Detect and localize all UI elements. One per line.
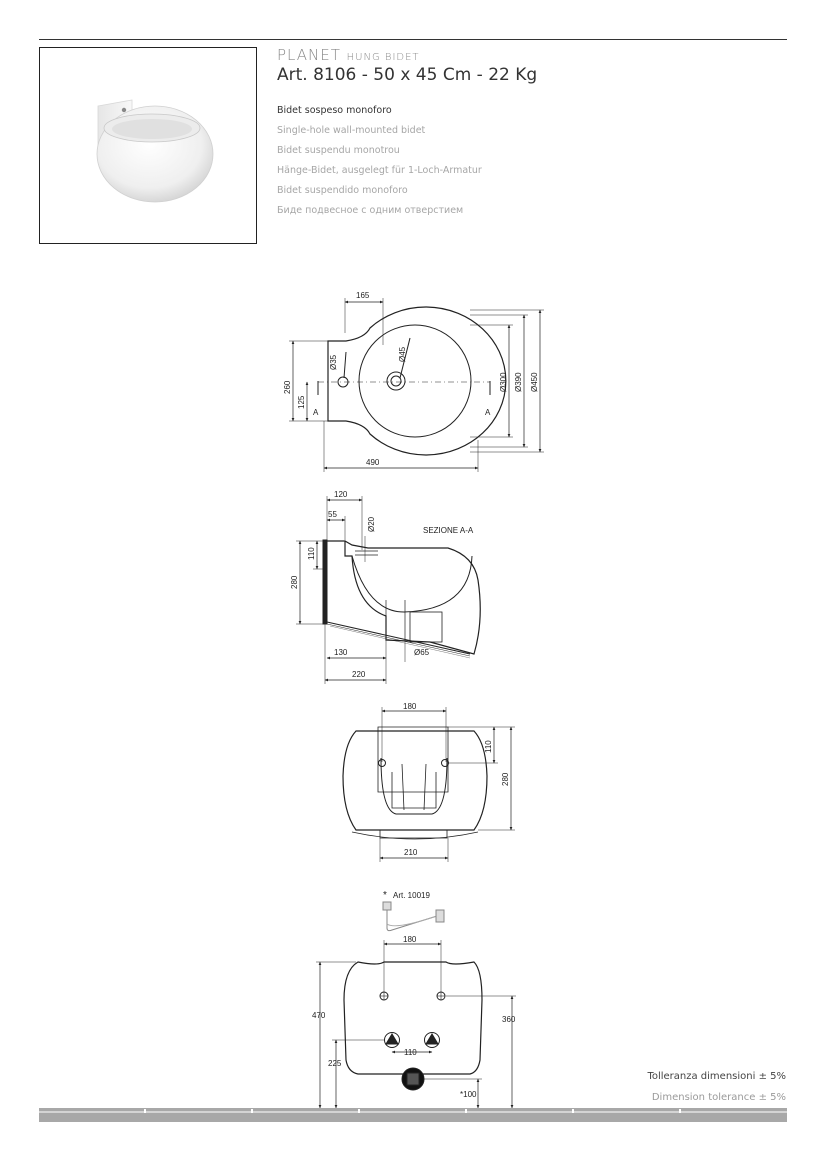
dim-d20: Ø20 bbox=[367, 516, 376, 532]
dim-130: 130 bbox=[334, 648, 348, 657]
description-en: Single-hole wall-mounted bidet bbox=[277, 125, 426, 136]
trap-accessory-icon bbox=[383, 902, 444, 931]
dim-280: 280 bbox=[290, 575, 299, 589]
description-de: Hänge-Bidet, ausgelegt für 1-Loch-Armatur bbox=[277, 165, 482, 176]
install-view-drawing bbox=[316, 902, 516, 1108]
dim-180-install: 180 bbox=[403, 935, 417, 944]
description-es: Bidet suspendido monoforo bbox=[277, 185, 408, 196]
floor-line bbox=[39, 1108, 787, 1122]
dim-110-install: 110 bbox=[404, 1048, 417, 1057]
tolerance-it: Tolleranza dimensioni ± 5% bbox=[647, 1071, 786, 1082]
dim-d300: Ø300 bbox=[499, 372, 508, 392]
dim-225: 225 bbox=[328, 1059, 342, 1068]
product-type: HUNG BIDET bbox=[346, 52, 420, 63]
dim-d35: Ø35 bbox=[329, 354, 338, 370]
dim-55: 55 bbox=[328, 510, 337, 519]
dim-d450: Ø450 bbox=[530, 372, 539, 392]
dim-d390: Ø390 bbox=[514, 372, 523, 392]
section-view-drawing bbox=[296, 496, 480, 684]
section-marker-right: A bbox=[485, 408, 491, 417]
dim-210: 210 bbox=[404, 848, 418, 857]
floor-tiles bbox=[39, 1109, 787, 1123]
accessory-article: Art. 10019 bbox=[393, 891, 430, 900]
description-fr: Bidet suspendu monotrou bbox=[277, 145, 400, 156]
description-it: Bidet sospeso monoforo bbox=[277, 105, 392, 116]
section-title: SEZIONE A-A bbox=[423, 526, 474, 535]
dim-110-back: 110 bbox=[484, 740, 493, 753]
tolerance-notes bbox=[647, 1066, 786, 1108]
top-view-labels bbox=[283, 291, 539, 467]
back-view-drawing bbox=[343, 707, 515, 862]
accessory-asterisk: * bbox=[383, 890, 387, 901]
dim-110: 110 bbox=[307, 547, 316, 560]
dim-470: 470 bbox=[312, 1011, 326, 1020]
dim-125: 125 bbox=[297, 395, 306, 409]
tolerance-en: Dimension tolerance ± 5% bbox=[651, 1092, 786, 1103]
article-line: Art. 8106 - 50 x 45 Cm - 22 Kg bbox=[277, 65, 538, 85]
dim-260: 260 bbox=[283, 380, 292, 394]
back-view-labels bbox=[403, 702, 510, 857]
dim-180-back: 180 bbox=[403, 702, 417, 711]
dim-100: *100 bbox=[460, 1090, 477, 1099]
product-name: PLANET bbox=[277, 46, 341, 64]
dim-165: 165 bbox=[356, 291, 370, 300]
description-ru: Биде подвесное с одним отверстием bbox=[277, 205, 464, 216]
dim-220: 220 bbox=[352, 670, 366, 679]
dim-280-back: 280 bbox=[501, 772, 510, 786]
section-marker-left: A bbox=[313, 408, 319, 417]
dim-490: 490 bbox=[366, 458, 380, 467]
dim-360: 360 bbox=[502, 1015, 516, 1024]
dim-d45: Ø45 bbox=[398, 346, 407, 362]
dim-d65: Ø65 bbox=[414, 648, 430, 657]
dim-120: 120 bbox=[334, 490, 348, 499]
